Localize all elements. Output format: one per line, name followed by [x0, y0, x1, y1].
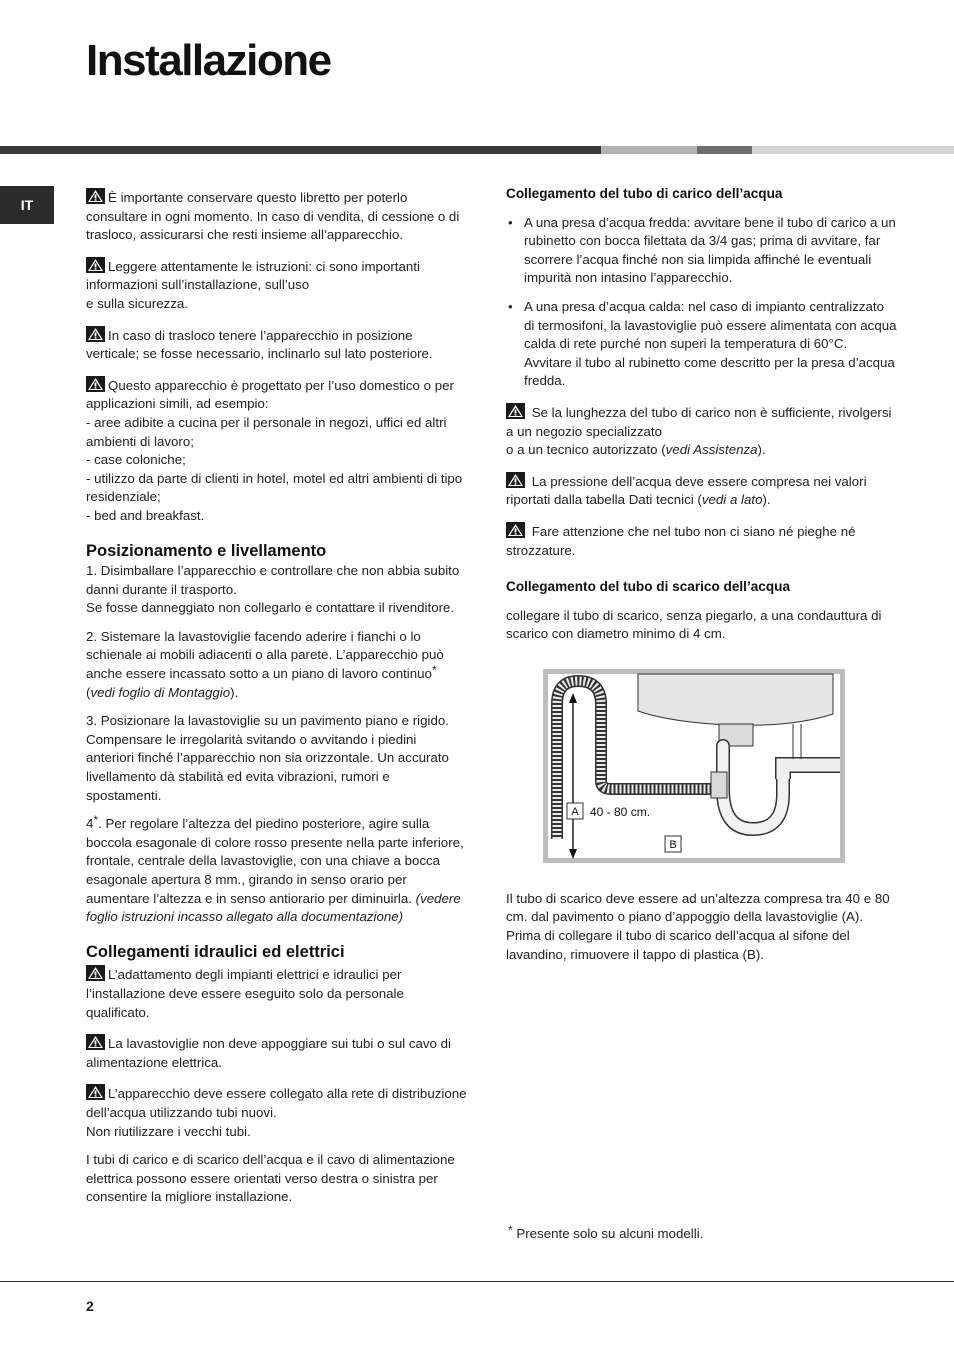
- instruction-paragraph: 3. Posizionare la lavastoviglie su un pavimento piano e rigido. Compensare le irregolarità svitando o avvitando i piedini anteriori finché l’apparecchio non sia orizzontale. Un accurato livellamento dà stabilità ed evita vibrazioni, rumori e spostamenti.: [86, 713, 449, 803]
- height-range-label: 40 - 80 cm.: [590, 805, 651, 819]
- asterisk: *: [431, 663, 437, 678]
- warning-paragraph: Fare attenzione che nel tubo non ci siano né pieghe né strozzature.: [506, 523, 856, 558]
- subheading-inlet-hose: Collegamento del tubo di carico dell’acqua: [506, 186, 783, 201]
- header-rule-mid: [697, 146, 752, 154]
- instruction-paragraph: 2. Sistemare la lavastoviglie facendo aderire i fianchi o lo schienale ai mobili adiacenti o alla parete. L’apparecchio può anche essere incassato sotto a un piano di lavoro continuo* (vedi foglio di Montaggio).: [86, 628, 444, 700]
- section-heading-positioning: Posizionamento e livellamento: [86, 541, 327, 560]
- page-number: 2: [86, 1298, 94, 1314]
- header-rule-pale: [752, 146, 954, 154]
- warning-paragraph: Leggere attentamente le istruzioni: ci sono importanti informazioni sull’installazione, sull’uso e sulla sicurezza.: [86, 258, 420, 311]
- list-item: • A una presa d’acqua calda: nel caso di impianto centralizzato di termosifoni, la lavastoviglie può essere alimentata con acqua calda di rete purché non superi la temperatura di 60°C. Avvitare il tubo al rubinetto come descritto per la presa d’acqua fredda.: [506, 298, 898, 391]
- subheading-drain-hose: Collegamento del tubo di scarico dell’acqua: [506, 579, 791, 595]
- bullet-list: [506, 214, 898, 391]
- hose-connector-nut: [711, 772, 727, 798]
- warning-icon: [86, 188, 105, 204]
- warning-icon: [86, 965, 105, 981]
- sink-basin-shape: [638, 674, 833, 725]
- warning-icon: [506, 472, 525, 488]
- page-title: Installazione: [86, 36, 331, 85]
- warning-icon: [86, 326, 105, 342]
- list-item: • A una presa d’acqua fredda: avvitare bene il tubo di carico a un rubinetto con bocca filettata da 3/4 gas; prima di avvitare, far scorrere l’acqua finché non sia limpida affinché le eventuali impurità non intasino l’apparecchio.: [506, 214, 898, 288]
- left-column: [86, 186, 468, 1217]
- warning-paragraph: Se la lunghezza del tubo di carico non è sufficiente, rivolgersi a un negozio specializzato o a un tecnico autorizzato (vedi Assistenza).: [506, 404, 892, 458]
- warning-paragraph: La lavastoviglie non deve appoggiare sui tubi o sul cavo di alimentazione elettrica.: [86, 1036, 451, 1070]
- footnote: * Presente solo su alcuni modelli.: [508, 1223, 704, 1241]
- warning-icon: [506, 522, 525, 538]
- drain-hose-diagram: [543, 669, 845, 863]
- warning-paragraph: La pressione dell’acqua deve essere compresa nei valori riportati dalla tabella Dati tecnici (vedi a lato).: [506, 473, 867, 508]
- label-a: A: [571, 806, 579, 818]
- asterisk: *: [93, 813, 99, 828]
- warning-paragraph: Questo apparecchio è progettato per l’uso domestico o per applicazioni simili, ad esempio: - aree adibite a cucina per il personale in negozi, uffici ed altri ambienti di lavoro; - case coloniche; - utilizzo da parte di clienti in hotel, motel ed altri ambienti di tipo residenziale; - bed and breakfast.: [86, 377, 463, 523]
- warning-icon: [86, 257, 105, 273]
- label-b: B: [669, 839, 677, 851]
- warning-paragraph: L’apparecchio deve essere collegato alla rete di distribuzione dell’acqua utilizzando tubi nuovi. Non riutilizzare i vecchi tubi.: [86, 1086, 467, 1139]
- warning-icon: [506, 403, 525, 419]
- instruction-paragraph: Il tubo di scarico deve essere ad un’altezza compresa tra 40 e 80 cm. dal pavimento o piano d’appoggio della lavastoviglie (A).: [506, 890, 890, 925]
- instruction-paragraph: I tubi di carico e di scarico dell’acqua e il cavo di alimentazione elettrica possono essere orientati verso destra o sinistra per consentire la migliore installazione.: [86, 1152, 455, 1205]
- footer-rule: [0, 1281, 954, 1282]
- asterisk: *: [508, 1223, 513, 1237]
- warning-icon: [86, 376, 105, 392]
- header-rule-light: [601, 146, 697, 154]
- instruction-paragraph: 4*. Per regolare l’altezza del piedino posteriore, agire sulla boccola esagonale di colore rosso presente nella parte inferiore, frontale, centrale della lavastoviglie, con una chiave a bocca esagonale apertura 8 mm., girando in senso orario per aumentare l’altezza e in senso antiorario per diminuirla. (vedere foglio istruzioni incasso allegato alla documentazione): [86, 813, 464, 925]
- warning-paragraph: È importante conservare questo libretto per poterlo consultare in ogni momento. In caso di vendita, di cessione o di trasloco, assicurarsi che resti insieme all’apparecchio.: [86, 190, 460, 243]
- warning-icon: [86, 1034, 105, 1050]
- warning-paragraph: L’adattamento degli impianti elettrici e idraulici per l’installazione deve essere eseguito solo da personale qualificato.: [86, 967, 404, 1020]
- warning-icon: [86, 1084, 105, 1100]
- instruction-paragraph: collegare il tubo di scarico, senza piegarlo, a una condauttura di scarico con diametro minimo di 4 cm.: [506, 607, 882, 642]
- instruction-paragraph: Prima di collegare il tubo di scarico dell’acqua al sifone del lavandino, rimuovere il tappo di plastica (B).: [506, 928, 850, 962]
- header-rule-dark: [0, 146, 601, 154]
- language-tab: IT: [0, 186, 54, 224]
- section-heading-connections: Collegamenti idraulici ed elettrici: [86, 942, 345, 961]
- warning-paragraph: In caso di trasloco tenere l’apparecchio in posizione verticale; se fosse necessario, inclinarlo sul lato posteriore.: [86, 327, 433, 362]
- instruction-paragraph: 1. Disimballare l’apparecchio e controllare che non abbia subito danni durante il trasporto. Se fosse danneggiato non collegarlo e contattare il rivenditore.: [86, 563, 460, 616]
